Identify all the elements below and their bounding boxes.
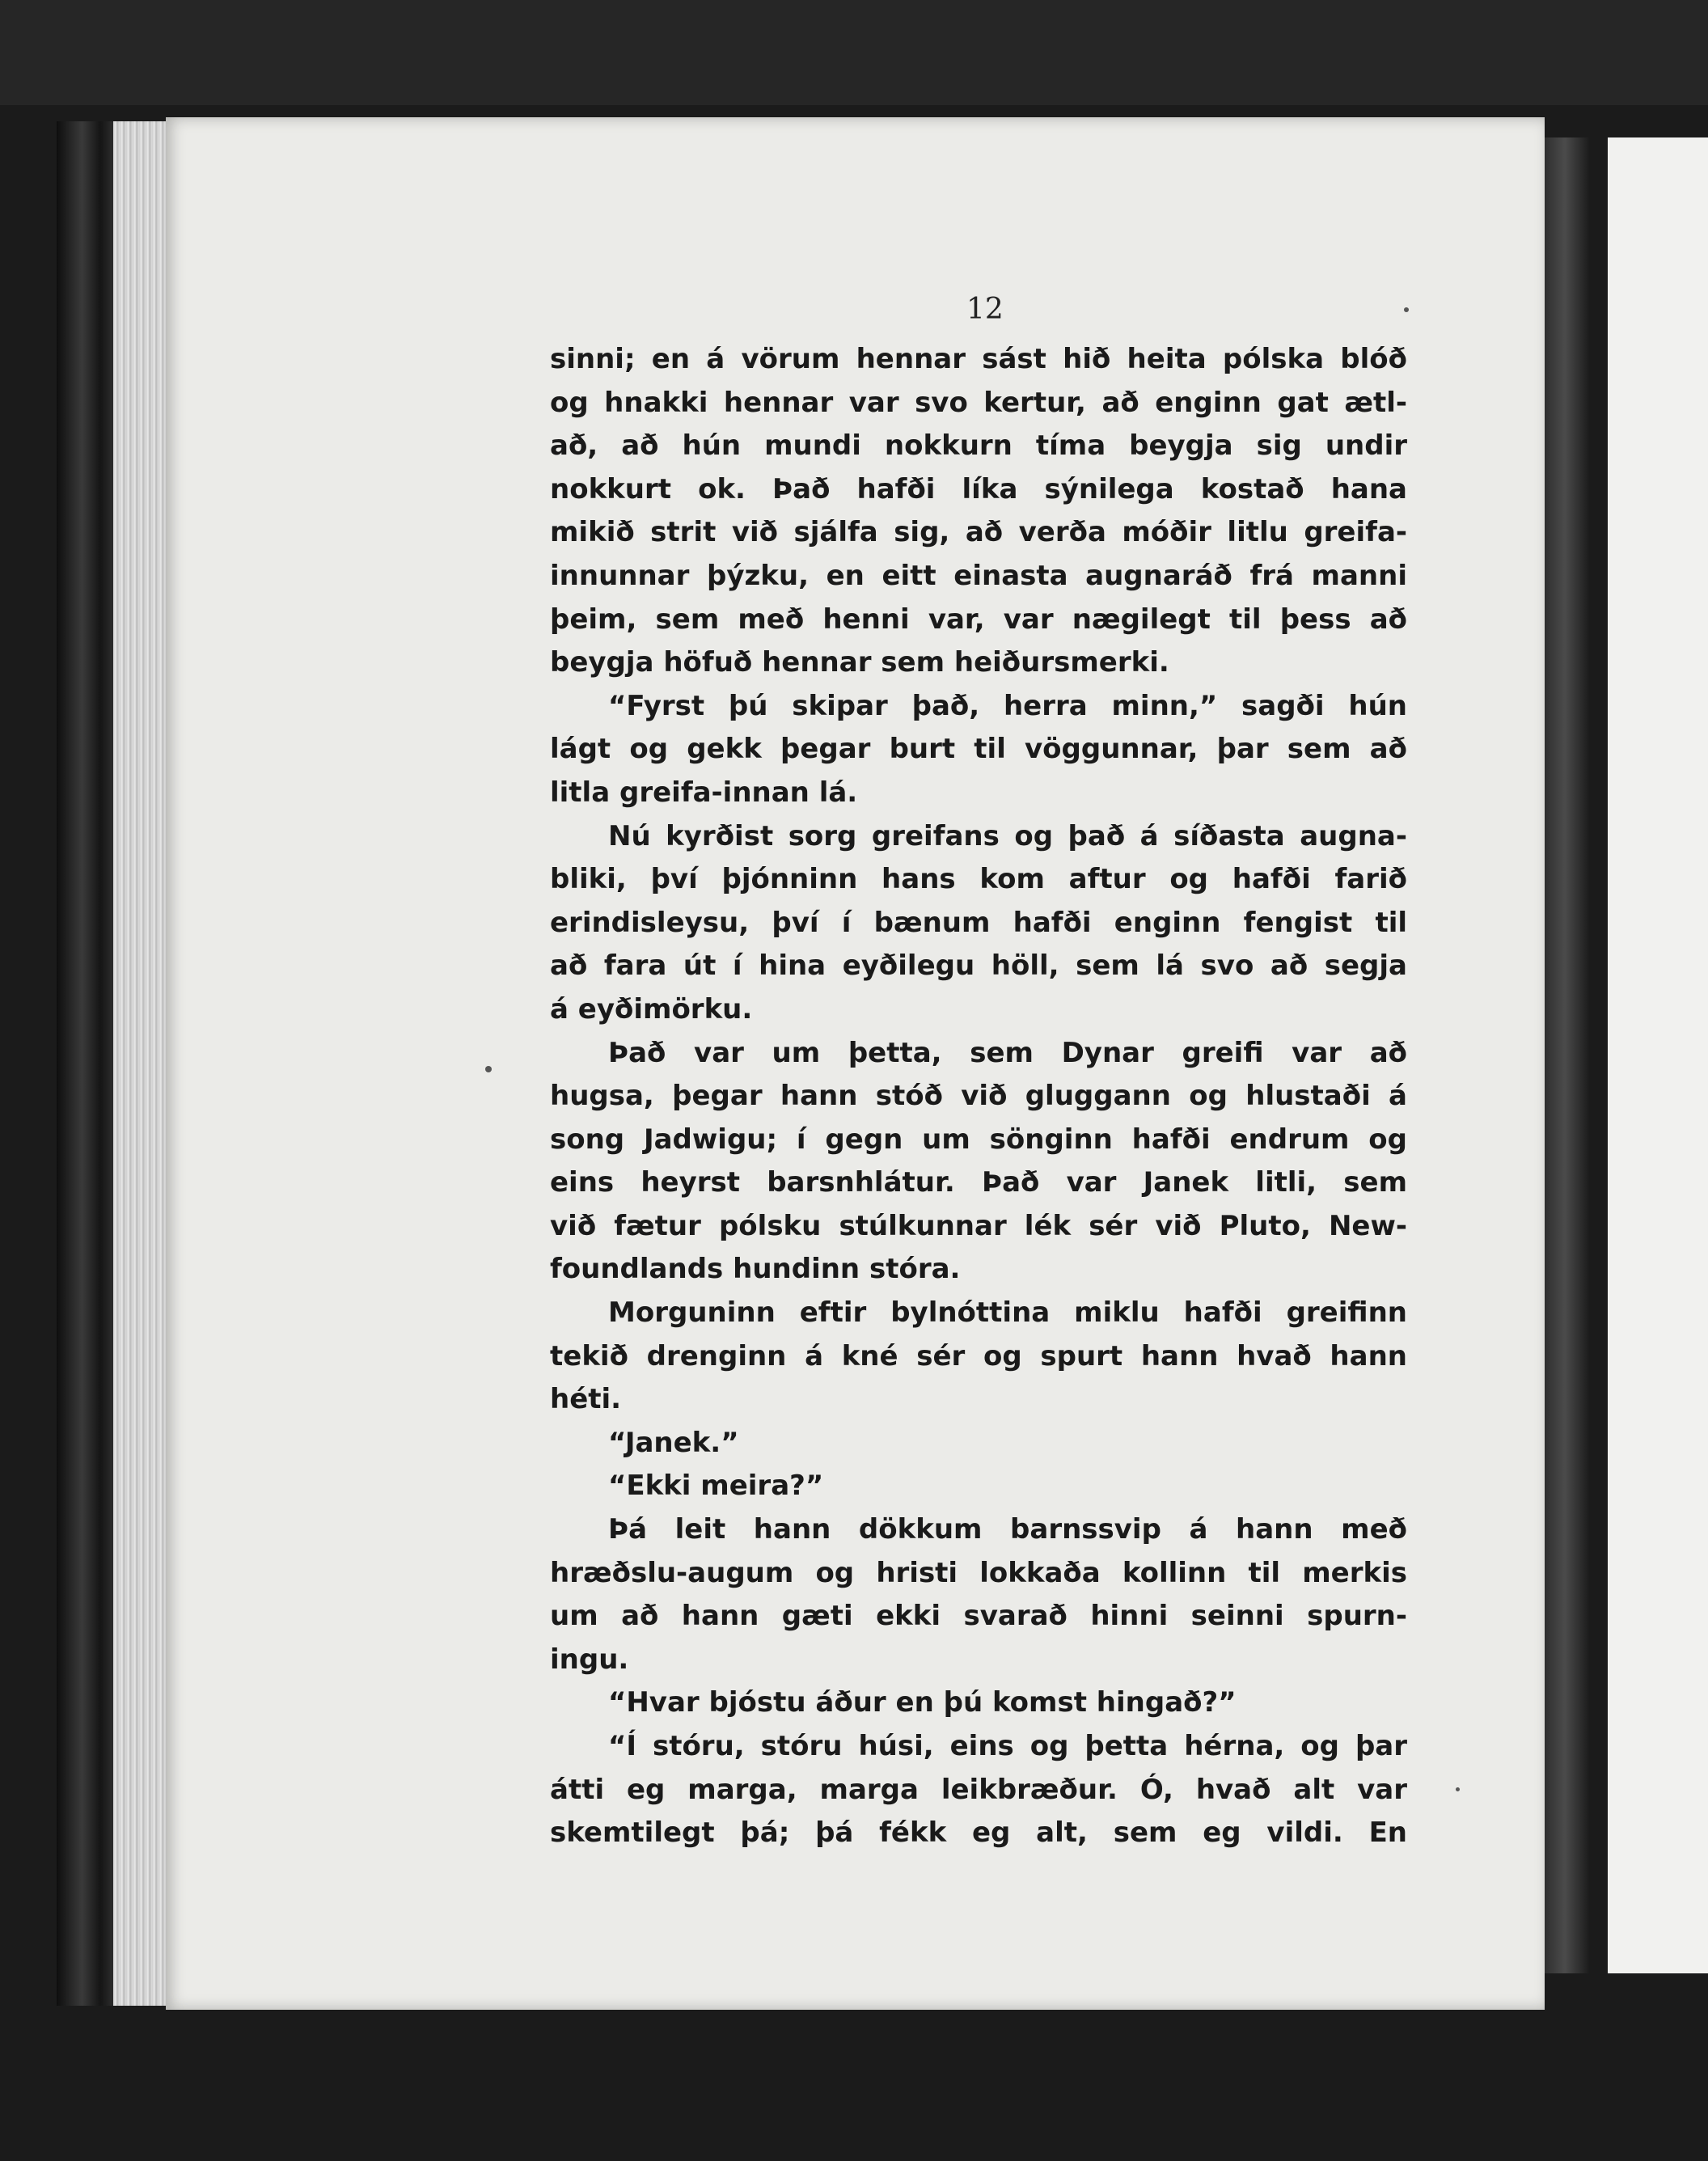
text-line: innunnar þýzku, en eitt einasta augnaráð frá manni bbox=[550, 559, 1407, 592]
scan-background bbox=[0, 0, 1708, 105]
scan-speck bbox=[485, 1066, 492, 1072]
text-line: eins heyrst barsnhlátur. Það var Janek litli, sem bbox=[550, 1166, 1407, 1199]
scan-speck bbox=[1404, 307, 1409, 312]
next-page-edge bbox=[1608, 137, 1708, 1973]
text-line: “Í stóru, stóru húsi, eins og þetta hérna, og þar bbox=[608, 1730, 1407, 1762]
text-line: “Ekki meira?” bbox=[608, 1470, 824, 1503]
text-line: um að hann gæti ekki svarað hinni seinni spurn- bbox=[550, 1600, 1407, 1633]
text-line: beygja höfuð hennar sem heiðursmerki. bbox=[550, 646, 1169, 679]
text-line: á eyðimörku. bbox=[550, 992, 753, 1026]
text-line: skemtilegt þá; þá fékk eg alt, sem eg vildi. En bbox=[550, 1816, 1407, 1850]
scan-speck bbox=[1456, 1787, 1460, 1791]
text-line: hugsa, þegar hann stóð við gluggann og hlustaði á bbox=[550, 1080, 1407, 1113]
text-line: “Hvar bjóstu áður en þú komst hingað?” bbox=[608, 1686, 1237, 1719]
text-line: song Jadwigu; í gegn um sönginn hafði endrum og bbox=[550, 1123, 1407, 1156]
text-line: bliki, því þjónninn hans kom aftur og hafði farið bbox=[550, 863, 1407, 896]
text-line: foundlands hundinn stóra. bbox=[550, 1253, 961, 1286]
text-line: að, að hún mundi nokkurn tíma beygja sig undir bbox=[550, 429, 1407, 463]
text-line: átti eg marga, marga leikbræður. Ó, hvað alt var bbox=[550, 1773, 1407, 1806]
text-line: þeim, sem með henni var, var nægilegt til þess að bbox=[550, 603, 1407, 636]
page-number: 12 bbox=[966, 293, 1004, 326]
text-line: Þá leit hann dökkum barnssvip á hann með bbox=[608, 1513, 1407, 1546]
body-text bbox=[550, 338, 1407, 1855]
text-line: lágt og gekk þegar burt til vöggunnar, þar sem að bbox=[550, 733, 1407, 766]
text-line: Það var um þetta, sem Dynar greifi var að bbox=[608, 1036, 1407, 1069]
text-line: erindisleysu, því í bænum hafði enginn fengist til bbox=[550, 906, 1407, 939]
text-line: hræðslu-augum og hristi lokkaða kollinn til merkis bbox=[550, 1556, 1407, 1589]
text-line: héti. bbox=[550, 1383, 622, 1416]
text-line: Morguninn eftir bylnóttina miklu hafði greifinn bbox=[608, 1296, 1407, 1330]
text-line: að fara út í hina eyðilegu höll, sem lá svo að segja bbox=[550, 949, 1407, 983]
text-line: “Fyrst þú skipar það, herra minn,” sagði hún bbox=[608, 689, 1407, 722]
text-line: mikið strit við sjálfa sig, að verða móðir litlu greifa- bbox=[550, 516, 1407, 549]
text-line: “Janek.” bbox=[608, 1426, 739, 1459]
page-edges bbox=[113, 121, 171, 2006]
text-line: sinni; en á vörum hennar sást hið heita pólska blóð bbox=[550, 343, 1407, 375]
text-line: tekið drenginn á kné sér og spurt hann hvað hann bbox=[550, 1339, 1407, 1372]
text-line: og hnakki hennar var svo kertur, að enginn gat ætl- bbox=[550, 386, 1407, 419]
text-line: ingu. bbox=[550, 1643, 629, 1676]
text-line: við fætur pólsku stúlkunnar lék sér við Pluto, New- bbox=[550, 1209, 1407, 1242]
text-line: litla greifa-innan lá. bbox=[550, 776, 858, 809]
book-spine-shadow bbox=[1541, 137, 1589, 1973]
text-line: nokkurt ok. Það hafði líka sýnilega kostað hana bbox=[550, 472, 1407, 505]
text-line: Nú kyrðist sorg greifans og það á síðasta augna- bbox=[608, 819, 1407, 852]
